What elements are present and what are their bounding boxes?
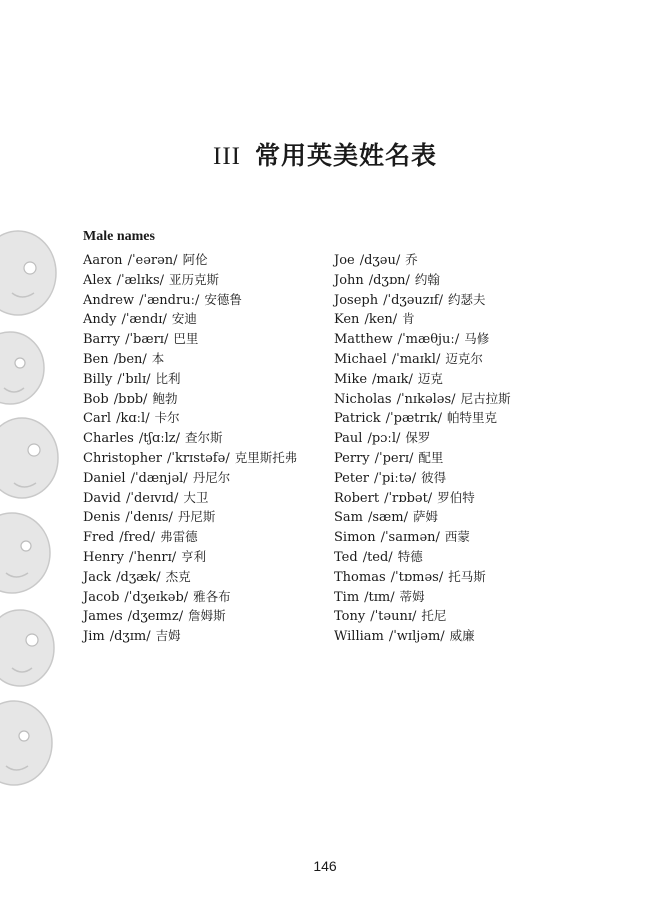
phonetic: /ˈtəunɪ/ (370, 609, 417, 625)
name-entry (334, 507, 516, 527)
english-name: Barry (83, 332, 121, 348)
phonetic: /ˈbærɪ/ (125, 332, 169, 348)
chinese-name: 丹尼斯 (177, 509, 216, 525)
chinese-name: 配里 (418, 449, 444, 465)
english-name: Peter (334, 470, 369, 486)
english-name: Sam (334, 510, 363, 526)
chinese-name: 威廉 (449, 628, 475, 644)
phonetic: /pɔːl/ (367, 431, 401, 447)
name-entry (83, 389, 302, 409)
name-entry (334, 587, 516, 607)
name-entry (334, 626, 516, 646)
phonetic: /ˈdʒəuzɪf/ (383, 292, 443, 308)
name-entry (334, 468, 516, 488)
appendix-number: III (213, 143, 241, 170)
phonetic: /ˈmæθjuː/ (397, 332, 460, 348)
chinese-name: 巴里 (173, 331, 199, 347)
phonetic: /sæm/ (367, 510, 408, 526)
phonetic: /kɑːl/ (116, 411, 150, 427)
phonetic: /ˈdenɪs/ (125, 510, 173, 526)
english-name: Tony (334, 609, 366, 625)
chinese-name: 帕特里克 (447, 410, 498, 426)
english-name: Paul (334, 431, 363, 447)
english-name: Christopher (83, 450, 163, 466)
name-entry (334, 448, 516, 468)
english-name: Charles (83, 431, 134, 447)
chinese-name: 乔 (405, 252, 418, 267)
english-name: Fred (83, 530, 115, 546)
phonetic: /ˈtɒməs/ (390, 569, 444, 585)
name-entry (334, 349, 516, 369)
name-entry (83, 527, 302, 547)
english-name: Ken (334, 312, 360, 328)
english-name: Ted (334, 549, 358, 565)
chinese-name: 杰克 (165, 568, 191, 584)
phonetic: /ˈkrɪstəfə/ (167, 450, 230, 466)
chinese-name: 尼古拉斯 (460, 390, 511, 406)
phonetic: /ˈperɪ/ (374, 450, 414, 466)
name-entry (83, 309, 302, 329)
phonetic: /ˈnɪkələs/ (396, 391, 456, 407)
english-name: Matthew (334, 332, 393, 348)
phonetic: /dʒɒn/ (368, 272, 410, 288)
phonetic: /ted/ (362, 549, 393, 565)
chinese-name: 本 (151, 350, 165, 366)
chinese-name: 阿伦 (182, 252, 208, 267)
name-entry (83, 349, 302, 369)
chinese-name: 托马斯 (448, 568, 486, 584)
phonetic: /ˈpætrɪk/ (385, 411, 443, 427)
phonetic: /ˈmaɪkl/ (391, 351, 441, 367)
english-name: Perry (334, 450, 370, 466)
phonetic: /ˈælɪks/ (116, 272, 164, 288)
english-name: James (83, 609, 123, 625)
name-entry (83, 488, 302, 508)
chinese-name: 大卫 (183, 489, 209, 505)
chinese-name: 比利 (155, 370, 181, 386)
phonetic: /ˈdeɪvɪd/ (126, 490, 179, 506)
english-name: Denis (83, 510, 121, 526)
name-entry (83, 270, 302, 290)
english-name: Mike (334, 371, 368, 387)
phonetic: /maɪk/ (372, 371, 413, 387)
english-name: Alex (83, 272, 112, 288)
phonetic: /dʒəu/ (359, 253, 401, 268)
english-name: Patrick (334, 411, 381, 427)
chinese-name: 蒂姆 (399, 588, 425, 604)
chinese-name: 雅各布 (193, 588, 231, 604)
name-entry (334, 567, 516, 587)
english-name: Thomas (334, 569, 386, 585)
english-name: Carl (83, 411, 112, 427)
phonetic: /dʒæk/ (116, 569, 161, 585)
english-name: William (334, 629, 384, 645)
chinese-name: 克里斯托弗 (234, 449, 298, 465)
names-column-left (83, 250, 302, 646)
name-entry (334, 389, 516, 409)
name-entry (334, 488, 516, 508)
chinese-name: 保罗 (405, 430, 431, 446)
name-entry (334, 606, 516, 626)
name-entry (83, 507, 302, 527)
name-entry (83, 329, 302, 349)
phonetic: /ˈdænjəl/ (130, 470, 188, 486)
english-name: Joseph (334, 292, 379, 308)
chinese-name: 肯 (402, 311, 415, 327)
phonetic: /ˈhenrɪ/ (128, 549, 177, 565)
phonetic: /dʒɪm/ (109, 629, 151, 645)
name-entry (83, 567, 302, 587)
name-entry (334, 250, 516, 270)
chinese-name: 安德鲁 (204, 291, 242, 307)
chinese-name: 约翰 (414, 271, 440, 287)
english-name: Ben (83, 351, 109, 367)
chinese-name: 弗雷德 (160, 529, 198, 545)
chinese-name: 罗伯特 (437, 489, 475, 505)
english-name: Jack (83, 569, 112, 585)
page-number: 146 (313, 858, 337, 874)
chinese-name: 查尔斯 (185, 430, 223, 446)
phonetic: /ken/ (364, 312, 398, 328)
page-title (0, 136, 650, 172)
section-heading: Male names (83, 229, 155, 244)
name-entry (334, 547, 516, 567)
phonetic: /ˈeərən/ (127, 253, 178, 268)
chinese-name: 詹姆斯 (188, 608, 226, 624)
name-entry (334, 329, 516, 349)
chinese-name: 丹尼尔 (192, 469, 231, 485)
chinese-name: 迈克尔 (445, 350, 483, 366)
phonetic: /ˈdʒeɪkəb/ (124, 589, 189, 605)
english-name: Henry (83, 549, 124, 565)
english-name: Robert (334, 490, 380, 506)
name-entry (334, 369, 516, 389)
english-name: Aaron (83, 253, 123, 268)
phonetic: /ˈbɪlɪ/ (117, 371, 151, 387)
name-entry (83, 428, 302, 448)
cartoon-children-illustration (0, 228, 70, 788)
name-entry (334, 290, 516, 310)
name-entry (83, 290, 302, 310)
chinese-name: 吉姆 (155, 628, 181, 644)
name-entry (334, 428, 516, 448)
chinese-name: 萨姆 (412, 509, 438, 525)
name-entry (83, 606, 302, 626)
english-name: Jim (83, 629, 105, 645)
phonetic: /ˈwɪljəm/ (388, 629, 445, 645)
name-entry (334, 408, 516, 428)
english-name: Andy (83, 312, 117, 328)
name-entry (83, 587, 302, 607)
chinese-name: 彼得 (421, 469, 447, 485)
chinese-name: 马修 (464, 331, 490, 347)
english-name: Billy (83, 371, 113, 387)
title-text: 常用英美姓名表 (254, 141, 437, 170)
phonetic: /ben/ (113, 351, 147, 367)
english-name: Andrew (83, 292, 135, 308)
english-name: John (334, 272, 364, 288)
names-column-right (334, 250, 516, 646)
name-entry (334, 309, 516, 329)
name-entry (334, 527, 516, 547)
english-name: Tim (334, 589, 360, 605)
english-name: David (83, 490, 121, 506)
name-entry (83, 626, 302, 646)
chinese-name: 安迪 (171, 311, 197, 327)
english-name: Daniel (83, 470, 126, 486)
name-entry (83, 369, 302, 389)
chinese-name: 卡尔 (154, 410, 180, 426)
chinese-name: 特德 (397, 548, 423, 564)
chinese-name: 约瑟夫 (448, 291, 486, 307)
chinese-name: 鲍勃 (152, 390, 178, 406)
phonetic: /tʃɑːlz/ (138, 431, 181, 447)
english-name: Nicholas (334, 391, 392, 407)
phonetic: /ˈrɒbət/ (384, 490, 433, 506)
name-entry (83, 448, 302, 468)
phonetic: /tɪm/ (364, 589, 395, 605)
chinese-name: 亚历克斯 (169, 271, 220, 287)
name-entry (83, 468, 302, 488)
name-entry (83, 547, 302, 567)
english-name: Jacob (83, 589, 120, 605)
chinese-name: 亨利 (181, 548, 207, 564)
chinese-name: 托尼 (421, 608, 447, 624)
name-entry (83, 250, 302, 270)
phonetic: /ˈændɪ/ (121, 312, 167, 328)
english-name: Bob (83, 391, 109, 407)
phonetic: /dʒeɪmz/ (127, 609, 184, 625)
name-entry (83, 408, 302, 428)
phonetic: /ˈsaɪmən/ (380, 530, 440, 546)
name-entry (334, 270, 516, 290)
phonetic: /ˈpiːtə/ (374, 470, 417, 486)
chinese-name: 西蒙 (444, 529, 470, 545)
english-name: Michael (334, 351, 387, 367)
phonetic: /bɒb/ (113, 391, 148, 407)
phonetic: /fred/ (119, 530, 156, 546)
chinese-name: 迈克 (417, 370, 443, 386)
phonetic: /ˈændruː/ (139, 292, 200, 308)
english-name: Simon (334, 530, 376, 546)
english-name: Joe (334, 253, 355, 268)
